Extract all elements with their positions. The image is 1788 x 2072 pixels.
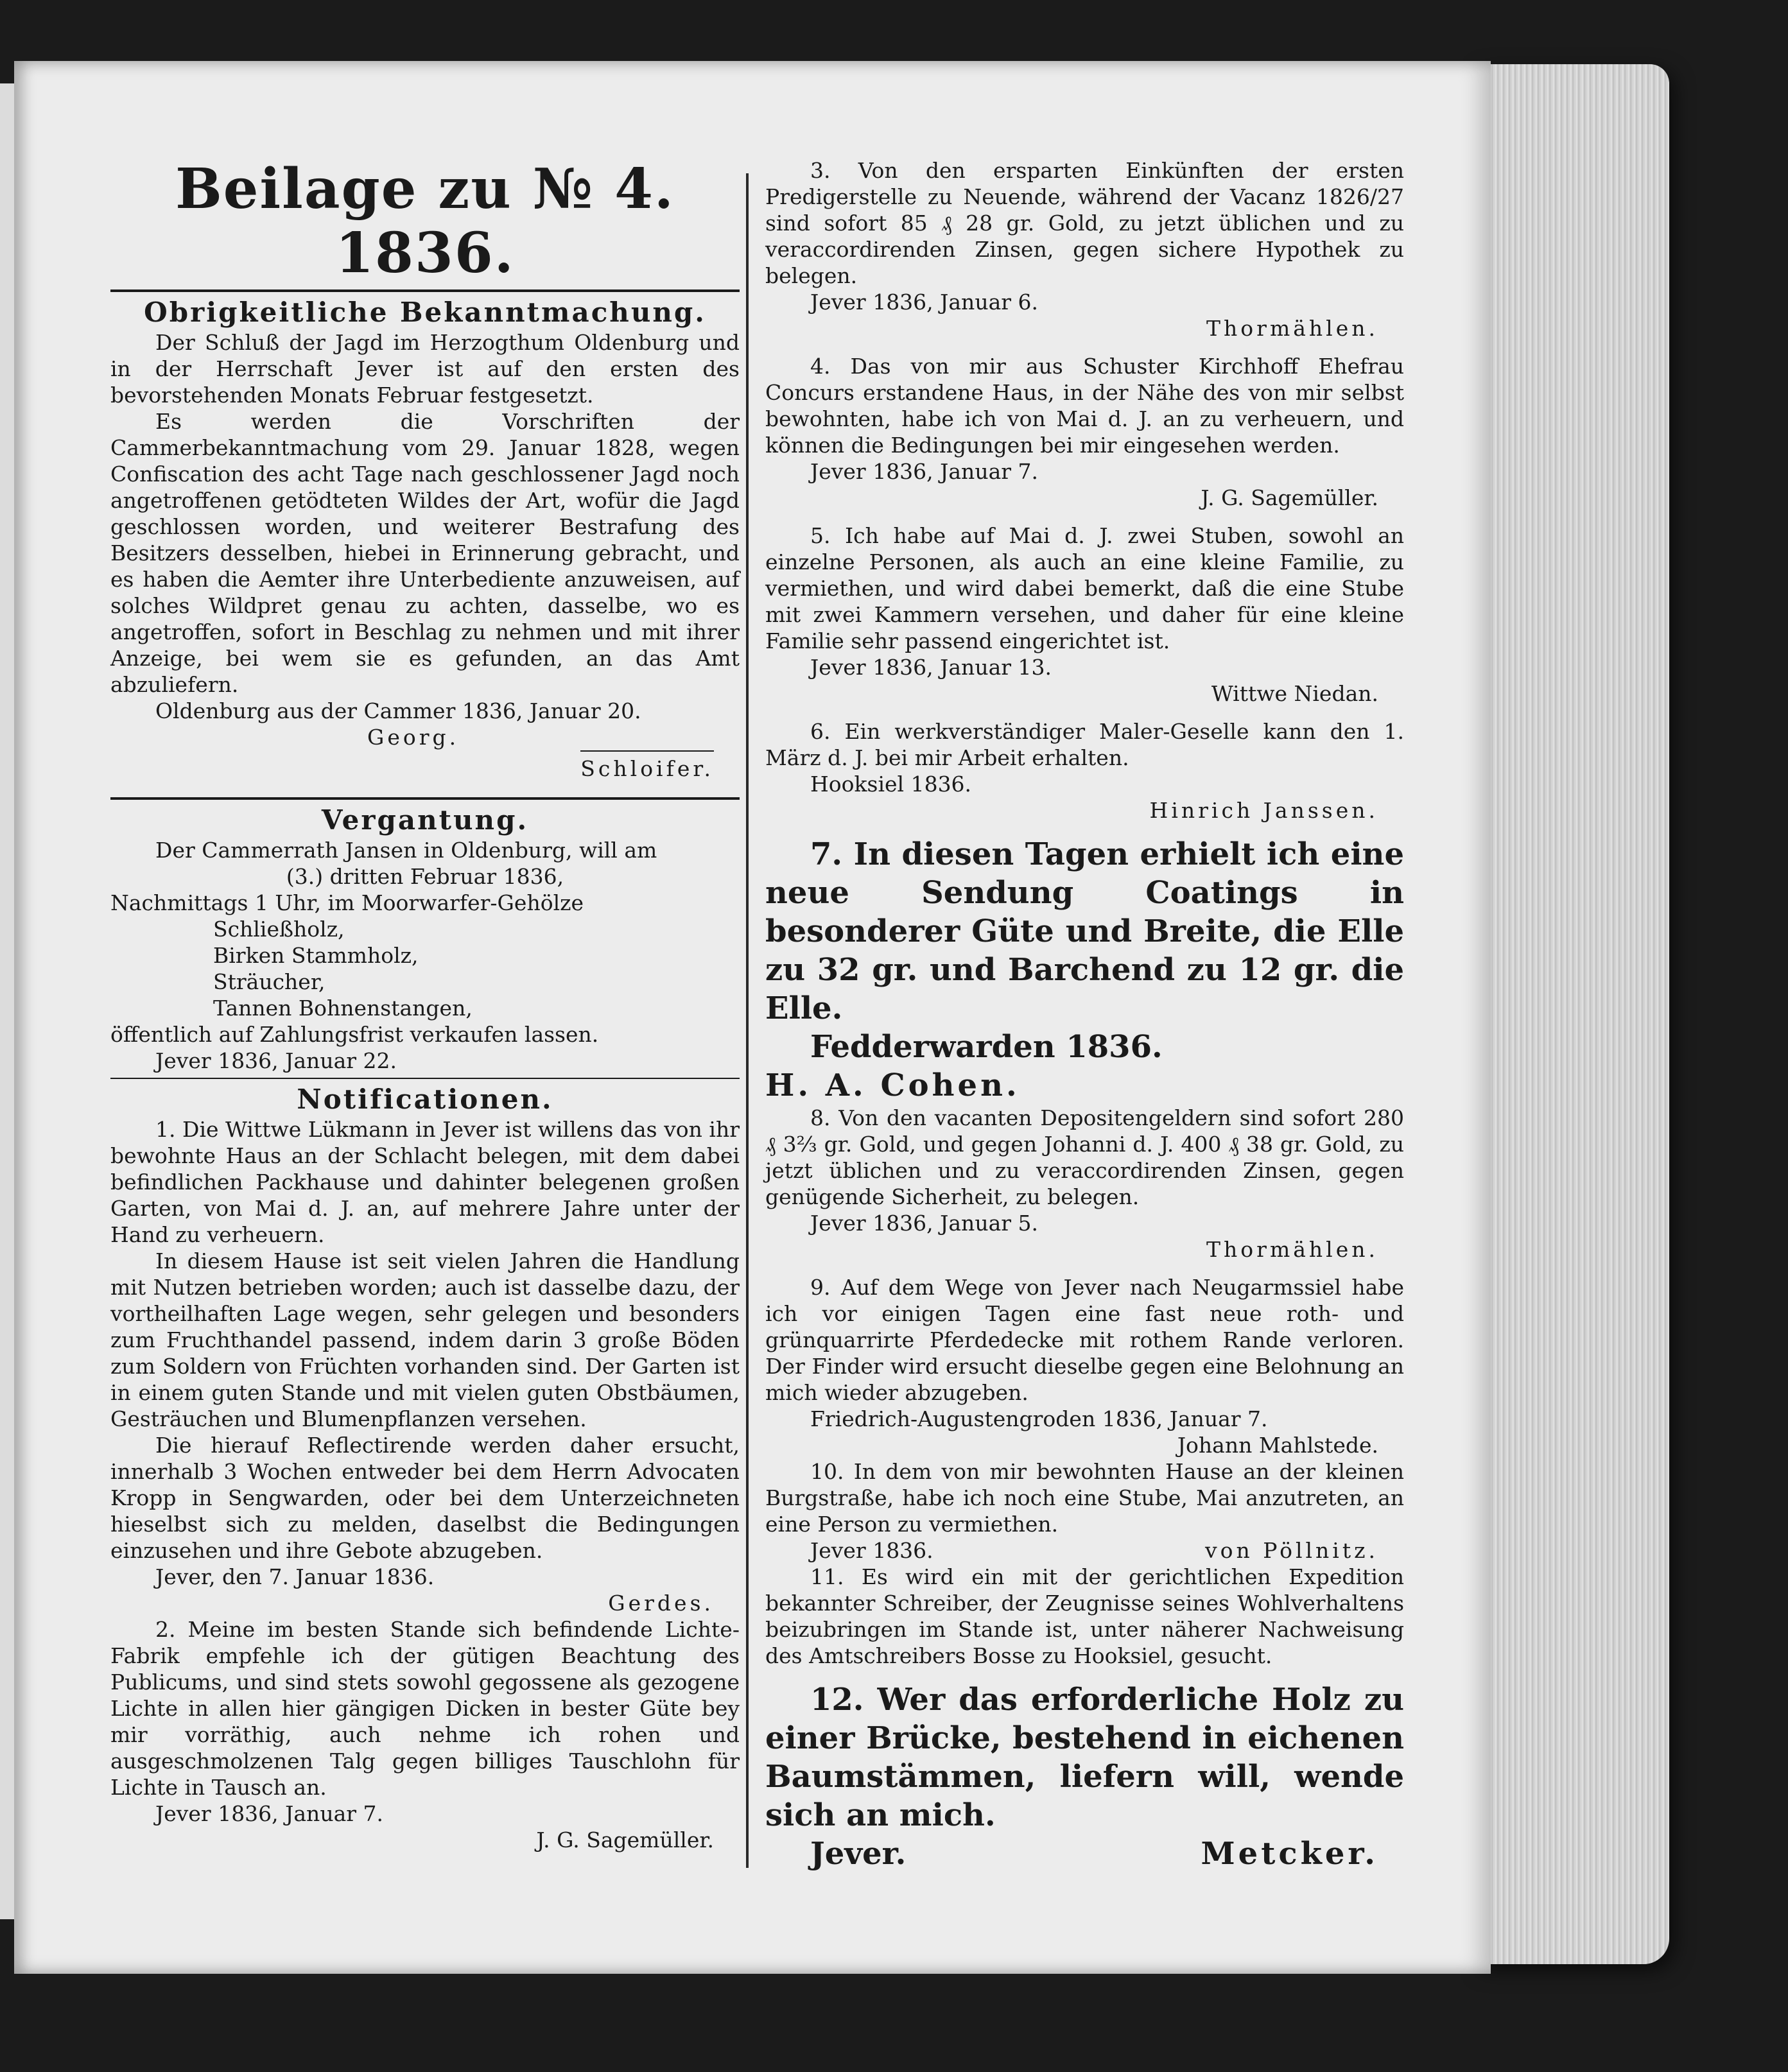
book-page-edges — [1477, 64, 1669, 1964]
dateline: Fedderwarden 1836. — [810, 1029, 1163, 1065]
dateline: Jever 1836, Januar 6. — [810, 289, 1038, 315]
dateline: Jever. — [810, 1836, 907, 1872]
notice-4: 4. Das von mir aus Schuster Kirchhoff Ehefrau Concurs erstandene Haus, in der Nähe des von mir selbst bewohnten, habe ich von Mai d. J. an zu verheuern, und können die Bedingungen bei mir eingesehen werden. — [765, 354, 1404, 458]
paragraph: Nachmittags 1 Uhr, im Moorwarfer-Gehölze — [110, 890, 584, 915]
paragraph: (3.) dritten Februar 1836, — [286, 864, 564, 889]
signature: Schloifer. — [580, 750, 714, 782]
list-item: Tannen Bohnenstangen, — [213, 996, 473, 1021]
notice-3: 3. Von den ersparten Einkünften der ersten Predigerstelle zu Neuende, während der Vacanz 1826/27 sind sofort 85 ₰ 28 gr. Gold, zu jetzt üblichen und zu veraccordirenden Zinsen, gegen sichere Hypothek zu belegen. — [765, 158, 1404, 288]
title-rule — [110, 289, 740, 292]
signature: Hinrich Janssen. — [1149, 798, 1378, 823]
notice-2: 2. Meine im besten Stande sich befindende Lichte-Fabrik empfehle ich der gütigen Beachtung des Publicums, und sind stets sowohl gegossene als gezogene Lichte in allen hier gängigen Dicken in bester Güte bey mir vorräthig, auch nehme ich rohen und ausgeschmolzenen Talg gegen billiges Tauschlohn für Lichte in Tausch an. — [110, 1617, 740, 1800]
section-rule — [110, 1078, 740, 1079]
notice-12: 12. Wer das erforderliche Holz zu einer Brücke, bestehend in eichenen Baumstämmen, liefern will, wende sich an mich. — [765, 1682, 1404, 1833]
paragraph: Die hierauf Reflectirende werden daher ersucht, innerhalb 3 Wochen entweder bei dem Herrn Advocaten Kropp in Sengwarden, oder bei dem Unterzeichneten hieselbst sich zu melden, daselbst die Bedingungen einzusehen und ihre Gebote abzugeben. — [110, 1433, 740, 1563]
signature: Thormählen. — [1206, 1237, 1378, 1262]
dateline: Hooksiel 1836. — [810, 772, 972, 797]
notice-1: 1. Die Wittwe Lükmann in Jever ist willens das von ihr bewohnte Haus an der Schlacht belegen, mit dem dabei befindlichen Packhause und dahinter belegenen großen Garten, von Mai d. J. an, auf mehrere Jahre unter der Hand zu verheuern. — [110, 1117, 740, 1247]
notice-5: 5. Ich habe auf Mai d. J. zwei Stuben, sowohl an einzelne Personen, als auch an eine kleine Familie, zu vermiethen, und wird dabei bemerkt, daß die eine Stube mit zwei Kammern versehen, und daher für eine kleine Familie sehr passend eingerichtet ist. — [765, 523, 1404, 653]
notice-9: 9. Auf dem Wege von Jever nach Neugarmssiel habe ich vor einigen Tagen eine fast neue roth- und grünquarrirte Pferdedecke mit rothem Rande verloren. Der Finder wird ersucht dieselbe gegen eine Belohnung an mich wieder abzugeben. — [765, 1275, 1404, 1405]
paragraph: Es werden die Vorschriften der Cammerbekanntmachung vom 29. Januar 1828, wegen Confiscation des acht Tage nach geschlossener Jagd noch angetroffenen getödteten Wildes der Art, wofür die Jagd geschlossen worden, und weiterer Bestrafung des Besitzers desselben, hiebei in Erinnerung gebracht, und es haben die Aemter ihre Unterbediente anzuweisen, auf solches Wildpret genau zu achten, dasselbe, wo es angetroffen, sofort in Beschlag zu nehmen und mit ihrer Anzeige, bei wem sie es gefunden, an das Amt abzuliefern. — [110, 409, 740, 697]
column-divider — [746, 173, 749, 1868]
right-column — [765, 157, 1404, 1873]
notice-11: 11. Es wird ein mit der gerichtlichen Expedition bekannter Schreiber, der Zeugnisse seines Wohlverhaltens beizubringen im Stande ist, unter näherer Nachweisung des Amtschreibers Bosse zu Hooksiel, gesucht. — [765, 1564, 1404, 1668]
left-column — [110, 157, 740, 1853]
signature: Metcker. — [1201, 1836, 1378, 1872]
dateline: Jever 1836, Januar 7. — [155, 1801, 383, 1826]
signature: Gerdes. — [608, 1591, 714, 1616]
dateline: Oldenburg aus der Cammer 1836, Januar 20. — [155, 698, 641, 723]
section-rule — [110, 797, 740, 800]
dateline: Jever 1836, Januar 13. — [810, 655, 1052, 680]
paragraph: öffentlich auf Zahlungsfrist verkaufen lassen. — [110, 1022, 599, 1047]
paragraph: Der Schluß der Jagd im Herzogthum Oldenburg und in der Herrschaft Jever ist auf den ersten des bevorstehenden Monats Februar festgesetzt. — [110, 330, 740, 408]
dateline: Jever 1836, Januar 7. — [810, 459, 1038, 484]
notice-8: 8. Von den vacanten Depositengeldern sind sofort 280 ₰ 3⅔ gr. Gold, und gegen Johanni d. J. 400 ₰ 38 gr. Gold, zu jetzt üblichen und zu veraccordirenden Zinsen, gegen genügende Sicherheit, zu belegen. — [765, 1105, 1404, 1209]
dateline: Jever 1836, Januar 5. — [810, 1211, 1038, 1236]
list-item: Schließholz, — [213, 917, 345, 942]
notice-7: 7. In diesen Tagen erhielt ich eine neue Sendung Coatings in besonderer Güte und Breite, die Elle zu 32 gr. und Barchend zu 12 gr. die Elle. — [765, 836, 1404, 1026]
signature: H. A. Cohen. — [765, 1067, 1020, 1103]
paragraph: In diesem Hause ist seit vielen Jahren die Handlung mit Nutzen betrieben worden; auch ist dasselbe dazu, der vortheilhaften Lage wegen, sehr gelegen und besonders zum Fruchthandel passend, indem darin 3 große Böden zum Soldern von Früchten vorhanden sind. Der Garten ist in einem guten Stande und mit vielen guten Obstbäumen, Gesträuchen und Blumenpflanzen versehen. — [110, 1248, 740, 1431]
newspaper-page — [14, 61, 1491, 1974]
paragraph: Der Cammerrath Jansen in Oldenburg, will am — [155, 838, 657, 863]
signature: Johann Mahlstede. — [1177, 1433, 1378, 1458]
notice-6: 6. Ein werkverständiger Maler-Geselle kann den 1. März d. J. bei mir Arbeit erhalten. — [765, 719, 1404, 770]
dateline: Jever 1836. — [810, 1538, 933, 1563]
section-heading-bekanntmachung: Obrigkeitliche Bekanntmachung. — [144, 297, 706, 328]
signature: J. G. Sagemüller. — [536, 1827, 714, 1852]
signature: Thormählen. — [1206, 316, 1378, 341]
signature: J. G. Sagemüller. — [1201, 485, 1378, 510]
list-item: Birken Stammholz, — [213, 943, 419, 968]
dateline: Friedrich-Augustengroden 1836, Januar 7. — [810, 1406, 1268, 1431]
facing-page-edge — [0, 83, 14, 1919]
page-title: Beilage zu № 4. 1836. — [175, 157, 675, 286]
list-item: Sträucher, — [213, 969, 325, 994]
signature: Wittwe Niedan. — [1211, 681, 1378, 706]
signature: von Pöllnitz. — [1204, 1538, 1378, 1563]
section-heading-notificationen: Notificationen. — [297, 1083, 553, 1115]
dateline: Jever, den 7. Januar 1836. — [155, 1564, 435, 1589]
section-heading-vergantung: Vergantung. — [321, 804, 529, 836]
notice-10: 10. In dem von mir bewohnten Hause an der kleinen Burgstraße, habe ich noch eine Stube, Mai anzutreten, an eine Person zu vermiethen. — [765, 1459, 1404, 1537]
dateline: Jever 1836, Januar 22. — [155, 1048, 397, 1073]
signature: Georg. — [367, 725, 460, 750]
